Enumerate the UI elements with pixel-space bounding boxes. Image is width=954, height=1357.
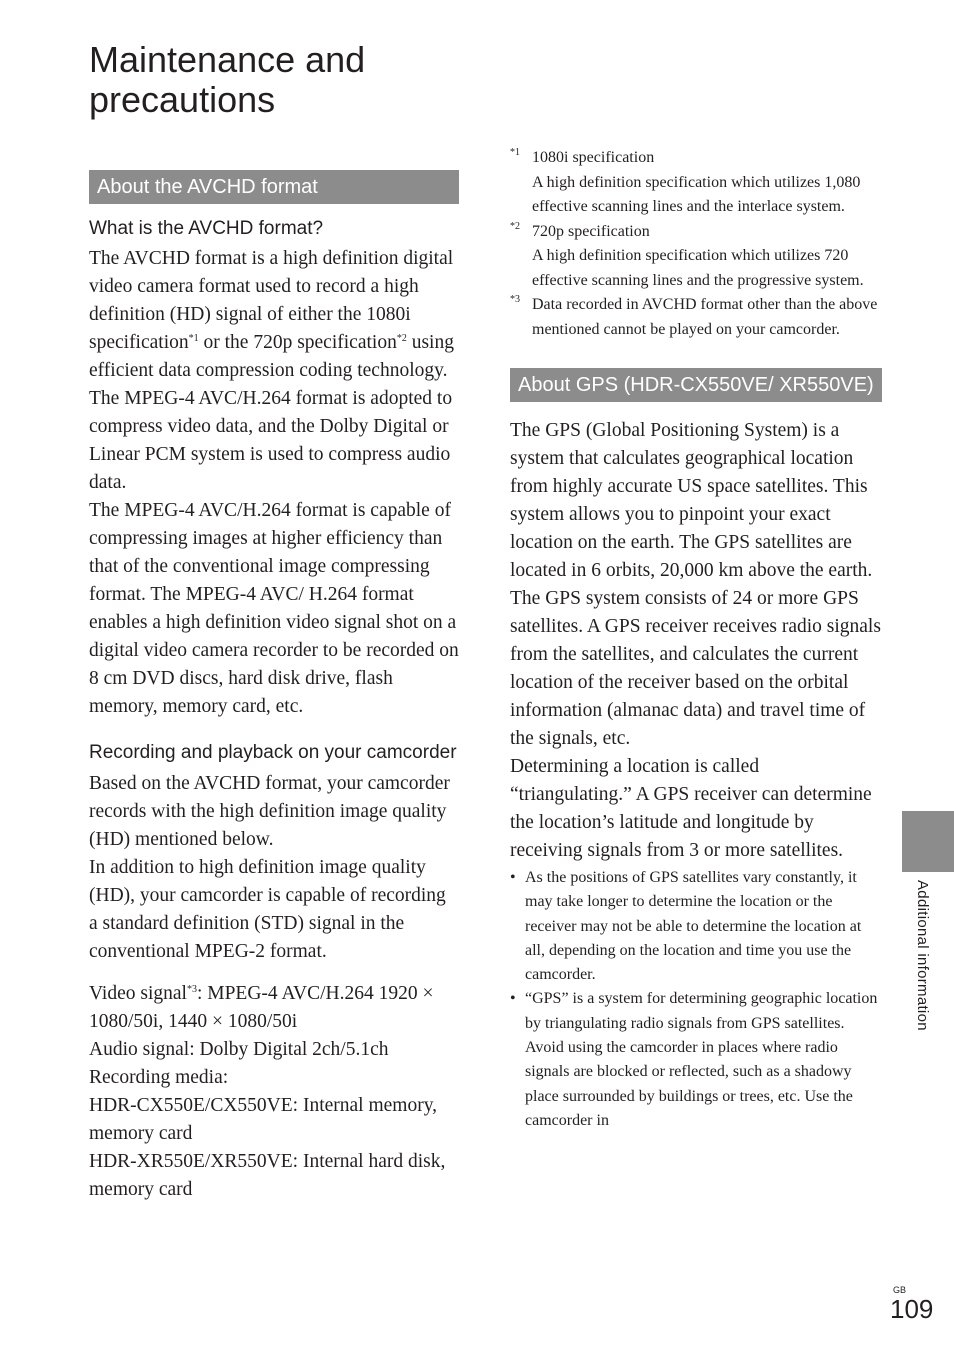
footnote-heading: 720p specification <box>532 222 650 240</box>
section-header-avchd: About the AVCHD format <box>89 170 459 204</box>
spec-xr-models: HDR-XR550E/XR550VE: Internal hard disk, memory card <box>89 1151 446 1200</box>
paragraph-based-on-avchd: Based on the AVCHD format, your camcorder records with the high definition image quality (HD) mentioned below. <box>89 773 450 850</box>
bullet-icon: • <box>510 990 516 1008</box>
footnote-mark: *3 <box>510 294 520 305</box>
side-section-label: Additional information <box>914 880 931 1031</box>
spec-video-signal: Video signal$^{*3}$: MPEG-4 AVC/H.264 1920 × 1080/50i, 1440 × 1080/50i <box>89 983 434 1032</box>
paragraph-std-recording: In addition to high definition image quality (HD), your camcorder is capable of recording a standard definition (STD) signal in the conventional MPEG-2 format. <box>89 857 446 962</box>
page-number: 109 <box>890 1294 934 1324</box>
footnote-text: Data recorded in AVCHD format other than the above mentioned cannot be played on your camcorder. <box>532 296 878 338</box>
left-column <box>89 170 459 1204</box>
footnote-text: A high definition specification which utilizes 720 effective scanning lines and the progressive system. <box>532 247 864 289</box>
paragraph-avchd-intro: The AVCHD format is a high definition digital video camera format used to record a high definition (HD) signal of either the 1080i specification$^{*1}$ or the 720p specification$^{*2}$ using efficient data compression coding technology. The MPEG-4 AVC/H.264 format is adopted to compress video data, and the Dolby Digital or Linear PCM system is used to compress audio data. <box>89 248 454 493</box>
subheading-what-is-avchd: What is the AVCHD format? <box>89 218 324 239</box>
page-region-code: GB <box>893 1285 907 1295</box>
paragraph-triangulating: Determining a location is called “triangulating.” A GPS receiver can determine the location’s latitude and longitude by receiving signals from 3 or more satellites. <box>510 756 872 861</box>
side-index-tab <box>902 811 954 872</box>
footnote-heading: 1080i specification <box>532 149 655 166</box>
spec-cx-models: HDR-CX550E/CX550VE: Internal memory, memory card <box>89 1095 438 1144</box>
gps-notes-list <box>510 866 882 1133</box>
section-header-gps: About GPS (HDR-CX550VE/ XR550VE) <box>510 368 882 402</box>
footnote-1 <box>510 146 882 220</box>
footnote-2 <box>510 220 882 294</box>
spec-list <box>89 980 459 1204</box>
spec-recording-media: Recording media: <box>89 1067 229 1088</box>
page-title: Maintenance and precautions <box>89 39 366 120</box>
right-column <box>510 146 882 1133</box>
footnote-mark: *1 <box>510 147 520 158</box>
footnote-mark: *2 <box>510 220 520 232</box>
list-item: • “GPS” is a system for determining geographic location by triangulating radio signals from GPS satellites. Avoid using the camcorder in places where radio signals are blocked or reflected, such as a shadowy place surrounded by buildings or trees, etc. Use the camcorder in <box>510 987 882 1133</box>
footnotes <box>510 146 882 342</box>
spec-audio-signal: Audio signal: Dolby Digital 2ch/5.1ch <box>89 1039 389 1060</box>
paragraph-gps-intro: The GPS (Global Positioning System) is a system that calculates geographical location from highly accurate US space satellites. This system allows you to pinpoint your exact location on the earth. The GPS satellites are located in 6 orbits, 20,000 km above the earth. The GPS system consists of 24 or more GPS satellites. A GPS receiver receives radio signals from the satellites, and calculates the current location of the receiver based on the orbital information (almanac data) and travel time of the signals, etc. <box>510 420 881 749</box>
footnote-text: A high definition specification which utilizes 1,080 effective scanning lines and the interlace system. <box>532 173 861 215</box>
paragraph-mpeg4: The MPEG-4 AVC/H.264 format is capable of compressing images at higher efficiency than that of the conventional image compressing format. The MPEG-4 AVC/ H.264 format enables a high definition video signal shot on a digital video camera recorder to be recorded on 8 cm DVD discs, hard disk drive, flash memory, memory card, etc. <box>89 500 459 717</box>
footnote-3 <box>510 293 882 342</box>
bullet-icon: • <box>510 869 516 886</box>
subheading-recording-playback: Recording and playback on your camcorder <box>89 742 457 763</box>
list-item: • As the positions of GPS satellites vary constantly, it may take longer to determine the location or the receiver may not be able to determine the location at all, depending on the location and time you use the camcorder. <box>510 866 882 987</box>
